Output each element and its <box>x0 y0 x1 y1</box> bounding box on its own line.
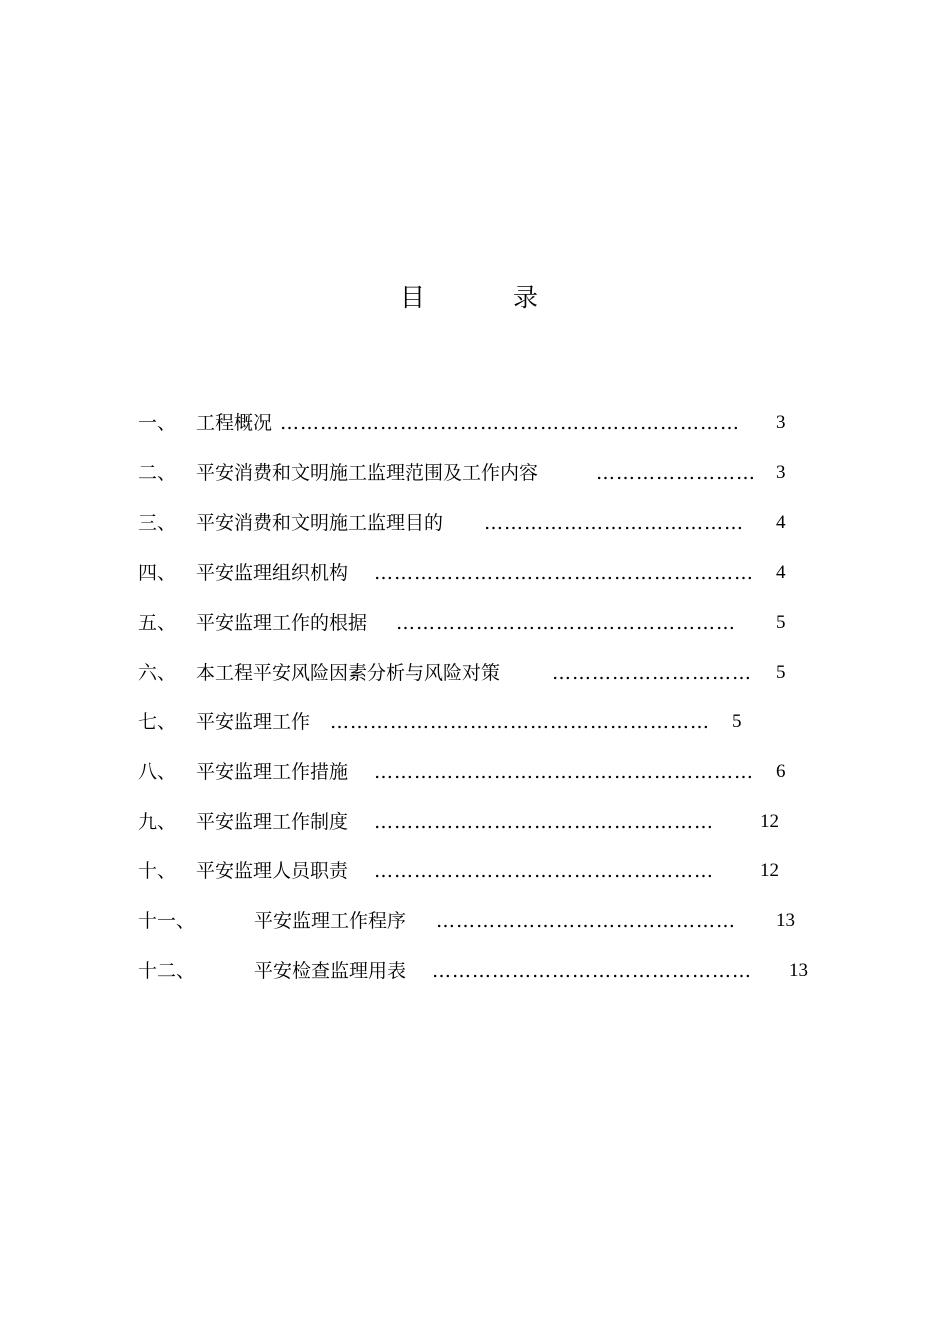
toc-entry-number: 九、 <box>138 811 177 833</box>
toc-entry-leader: …………………………………………………………… <box>280 412 740 434</box>
toc-entry <box>138 510 798 536</box>
toc-entry-number: 六、 <box>138 662 177 684</box>
toc-entry-number: 三、 <box>138 512 177 534</box>
document-title: 目 录 <box>400 283 578 312</box>
toc-entry-page: 3 <box>776 412 786 433</box>
toc-entry <box>138 908 810 934</box>
toc-entry-page: 13 <box>789 960 808 981</box>
toc-entry-leader: ………………………………………………… <box>374 562 754 584</box>
toc-entry <box>138 858 798 884</box>
toc-entry-leader: ………………………………………… <box>432 960 752 982</box>
toc-entry-page: 3 <box>776 462 786 483</box>
toc-entry-number: 一、 <box>138 412 177 434</box>
toc-entry-number: 十二、 <box>138 960 196 982</box>
toc-entry-leader: ………………………………………………… <box>330 711 710 733</box>
toc-entry-title: 工程概况 <box>196 412 273 434</box>
toc-entry-leader: …………………………………………… <box>374 860 714 882</box>
toc-entry-title: 平安检查监理用表 <box>254 960 407 982</box>
toc-entry-leader: ……………………………………… <box>436 910 736 932</box>
toc-entry-page: 12 <box>760 811 779 832</box>
toc-entry-page: 5 <box>776 662 786 683</box>
toc-entry-number: 十、 <box>138 860 177 882</box>
toc-entry-number: 五、 <box>138 612 177 634</box>
toc-entry-title: 平安监理工作制度 <box>196 811 349 833</box>
toc-entry-title: 平安消费和文明施工监理范围及工作内容 <box>196 462 539 484</box>
toc-entry-number: 十一、 <box>138 910 196 932</box>
toc-entry-leader: ………………………………………………… <box>374 761 754 783</box>
toc-entry-page: 6 <box>776 761 786 782</box>
toc-entry-leader: …………………………………………… <box>396 612 736 634</box>
toc-entry-title: 平安监理工作的根据 <box>196 612 368 634</box>
toc-entry-title: 平安监理工作 <box>196 711 311 733</box>
toc-entry-title: 平安监理人员职责 <box>196 860 349 882</box>
toc-entry-leader: ………………………… <box>552 662 752 684</box>
toc-entry-number: 七、 <box>138 711 177 733</box>
toc-entry-title: 本工程平安风险因素分析与风险对策 <box>196 662 501 684</box>
toc-entry <box>138 809 798 835</box>
toc-entry <box>138 410 798 436</box>
toc-entry-page: 4 <box>776 562 786 583</box>
toc-entry-title: 平安监理组织机构 <box>196 562 349 584</box>
toc-entry-leader: ………………………………… <box>484 512 744 534</box>
toc-entry-title: 平安消费和文明施工监理目的 <box>196 512 444 534</box>
toc-entry-title: 平安监理工作程序 <box>254 910 407 932</box>
toc-entry <box>138 709 798 735</box>
toc-entry-leader: …………………………………………… <box>374 811 714 833</box>
toc-entry-page: 13 <box>776 910 795 931</box>
toc-entry-number: 二、 <box>138 462 177 484</box>
toc-entry-number: 四、 <box>138 562 177 584</box>
toc-entry <box>138 560 798 586</box>
toc-entry <box>138 610 798 636</box>
toc-entry-page: 12 <box>760 860 779 881</box>
toc-entry <box>138 759 798 785</box>
toc-entry-title: 平安监理工作措施 <box>196 761 349 783</box>
toc-entry <box>138 460 798 486</box>
toc-entry <box>138 958 818 984</box>
toc-entry-number: 八、 <box>138 761 177 783</box>
toc-entry-leader: …………………… <box>596 462 756 484</box>
toc-entry-page: 5 <box>732 711 742 732</box>
toc-entry-page: 5 <box>776 612 786 633</box>
toc-entry <box>138 660 798 686</box>
toc-entry-page: 4 <box>776 512 786 533</box>
